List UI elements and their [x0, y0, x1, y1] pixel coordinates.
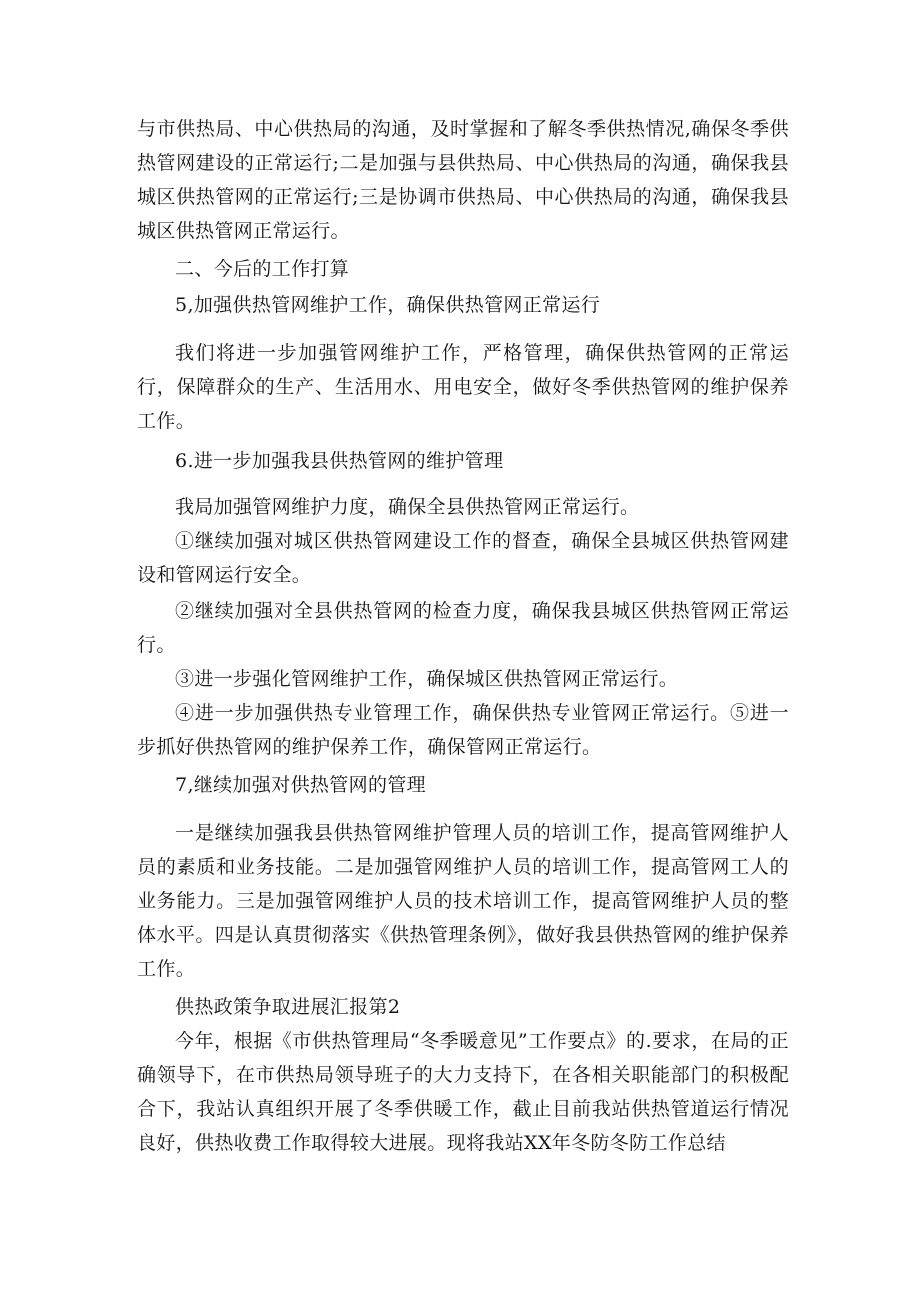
paragraph-communication-summary: 与市供热局、中心供热局的沟通，及时掌握和了解冬季供热情况,确保冬季供热管网建设的正常运行;二是加强与县供热局、中心供热局的沟通，确保我县城区供热管网的正常运行;三是协调市供热局、中心供热局的沟通，确保我县城区供热管网正常运行。 [137, 118, 789, 242]
paragraph-training: 一是继续加强我县供热管网维护管理人员的培训工作，提高管网维护人员的素质和业务技能。二是加强管网维护人员的培训工作，提高管网工人的业务能力。三是加强管网维护人员的技术培训工作，提高管网维护人员的整体水平。四是认真贯彻落实《供热管理条例》，做好我县供热管网的维护保养工作。 [137, 822, 789, 980]
list-item-2: ②继续加强对全县供热管网的检查力度，确保我县城区供热管网正常运行。 [137, 600, 789, 656]
paragraph-strengthen-maintenance: 我局加强管网维护力度，确保全县供热管网正常运行。 [175, 496, 640, 518]
list-item-3: ③进一步强化管网维护工作，确保城区供热管网正常运行。 [175, 668, 679, 690]
item-heading-5: 5,加强供热管网维护工作，确保供热管网正常运行 [175, 294, 601, 316]
section-heading-report-2: 供热政策争取进展汇报第2 [175, 996, 401, 1018]
paragraph-report-intro: 今年，根据《市供热管理局“冬季暖意见”工作要点》的.要求，在局的正确领导下，在市供热局领导班子的大力支持下，在各相关职能部门的积极配合下，我站认真组织开展了冬季供暖工作，截止目前我站供热管道运行情况良好，供热收费工作取得较大进展。现将我站XX年冬防冬防工作总结 [137, 1030, 789, 1154]
section-heading-future-plans: 二、今后的工作打算 [175, 258, 350, 280]
paragraph-maintenance: 我们将进一步加强管网维护工作，严格管理，确保供热管网的正常运行，保障群众的生产、生活用水、用电安全，做好冬季供热管网的维护保养工作。 [137, 342, 789, 432]
item-heading-6: 6.进一步加强我县供热管网的维护管理 [175, 450, 504, 472]
list-item-1: ①继续加强对城区供热管网建设工作的督查，确保全县城区供热管网建设和管网运行安全。 [137, 530, 789, 586]
item-heading-7: 7,继续加强对供热管网的管理 [175, 774, 427, 796]
list-item-4-5: ④进一步加强供热专业管理工作，确保供热专业管网正常运行。⑤进一步抓好供热管网的维护保养工作，确保管网正常运行。 [137, 702, 789, 758]
